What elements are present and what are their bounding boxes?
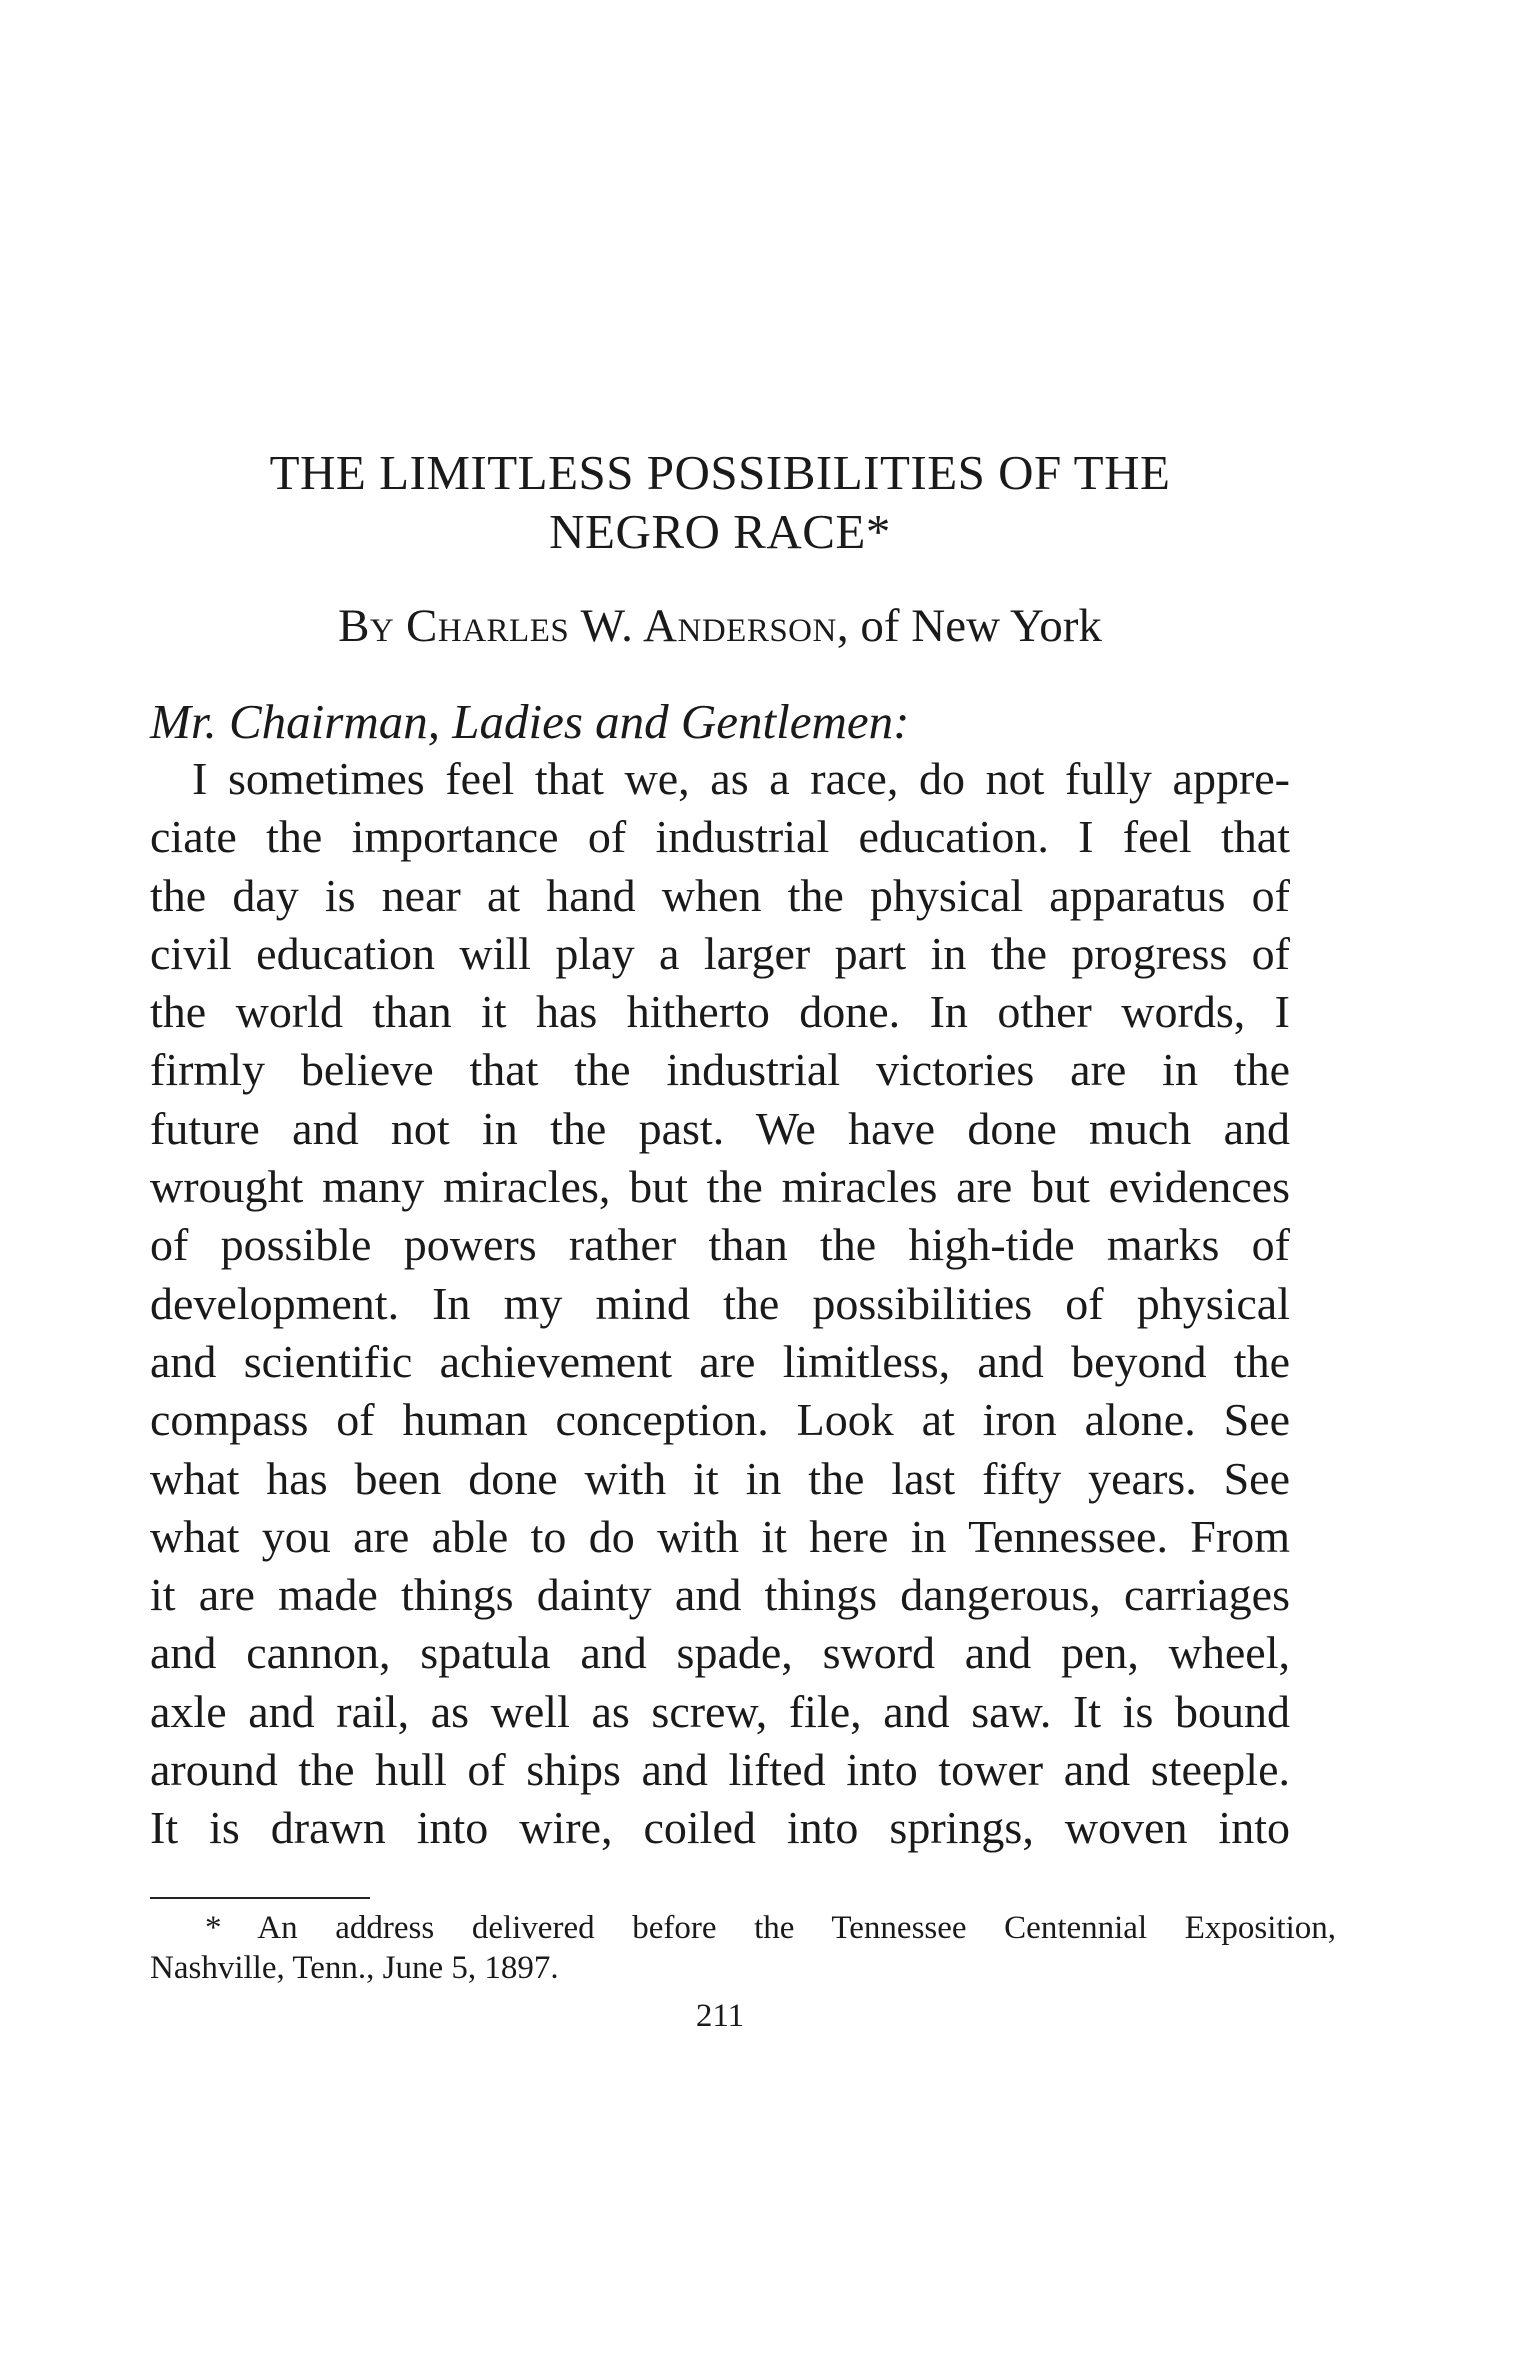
body-line: development. In my mind the possibilities of physical xyxy=(150,1277,1290,1329)
footnote-line-2: Nashville, Tenn., June 5, 1897. xyxy=(150,1950,559,1986)
body-line: the world than it has hitherto done. In other words, I xyxy=(150,986,1290,1038)
article-title-line-1: THE LIMITLESS POSSIBILITIES OF THE xyxy=(269,445,1171,500)
body-line: the day is near at hand when the physical apparatus of xyxy=(150,869,1290,921)
footnote-line-1: * An address delivered before the Tennessee Centennial Exposition, xyxy=(205,1910,1336,1946)
body-line: it are made things dainty and things dangerous, carriages xyxy=(150,1569,1290,1621)
body-line: civil education will play a larger part in the progress of xyxy=(150,927,1290,979)
body-line: and scientific achievement are limitless, and beyond the xyxy=(150,1335,1290,1387)
body-line: what has been done with it in the last fifty years. See xyxy=(150,1452,1290,1504)
body-line: It is drawn into wire, coiled into springs, woven into xyxy=(150,1802,1290,1854)
body-line: of possible powers rather than the high-tide marks of xyxy=(150,1219,1290,1271)
body-line: around the hull of ships and lifted into tower and steeple. xyxy=(150,1744,1290,1796)
body-line: I sometimes feel that we, as a race, do not fully appre- xyxy=(192,753,1290,804)
body-line: axle and rail, as well as screw, file, and saw. It is bound xyxy=(150,1685,1290,1737)
salutation: Mr. Chairman, Ladies and Gentlemen: xyxy=(150,694,910,749)
byline-by: By xyxy=(338,600,395,652)
byline-affiliation: , of New York xyxy=(836,600,1102,652)
byline xyxy=(150,597,1290,655)
footnote xyxy=(150,1908,1336,1988)
body-line: compass of human conception. Look at iron alone. See xyxy=(150,1394,1290,1446)
footnote-divider xyxy=(150,1897,370,1899)
body-line: and cannon, spatula and spade, sword and pen, wheel, xyxy=(150,1627,1290,1679)
body-paragraph xyxy=(150,750,1290,1858)
body-line: what you are able to do with it here in Tennessee. From xyxy=(150,1510,1290,1562)
article-title-line-2: NEGRO RACE* xyxy=(549,504,891,559)
body-line: ciate the importance of industrial education. I feel that xyxy=(150,811,1290,863)
page-number: 211 xyxy=(695,1998,745,2034)
body-line: wrought many miracles, but the miracles are but evidences xyxy=(150,1161,1290,1213)
body-line: future and not in the past. We have done much and xyxy=(150,1102,1290,1154)
byline-author: Charles W. Anderson xyxy=(406,600,837,652)
body-line: firmly believe that the industrial victories are in the xyxy=(150,1044,1290,1096)
